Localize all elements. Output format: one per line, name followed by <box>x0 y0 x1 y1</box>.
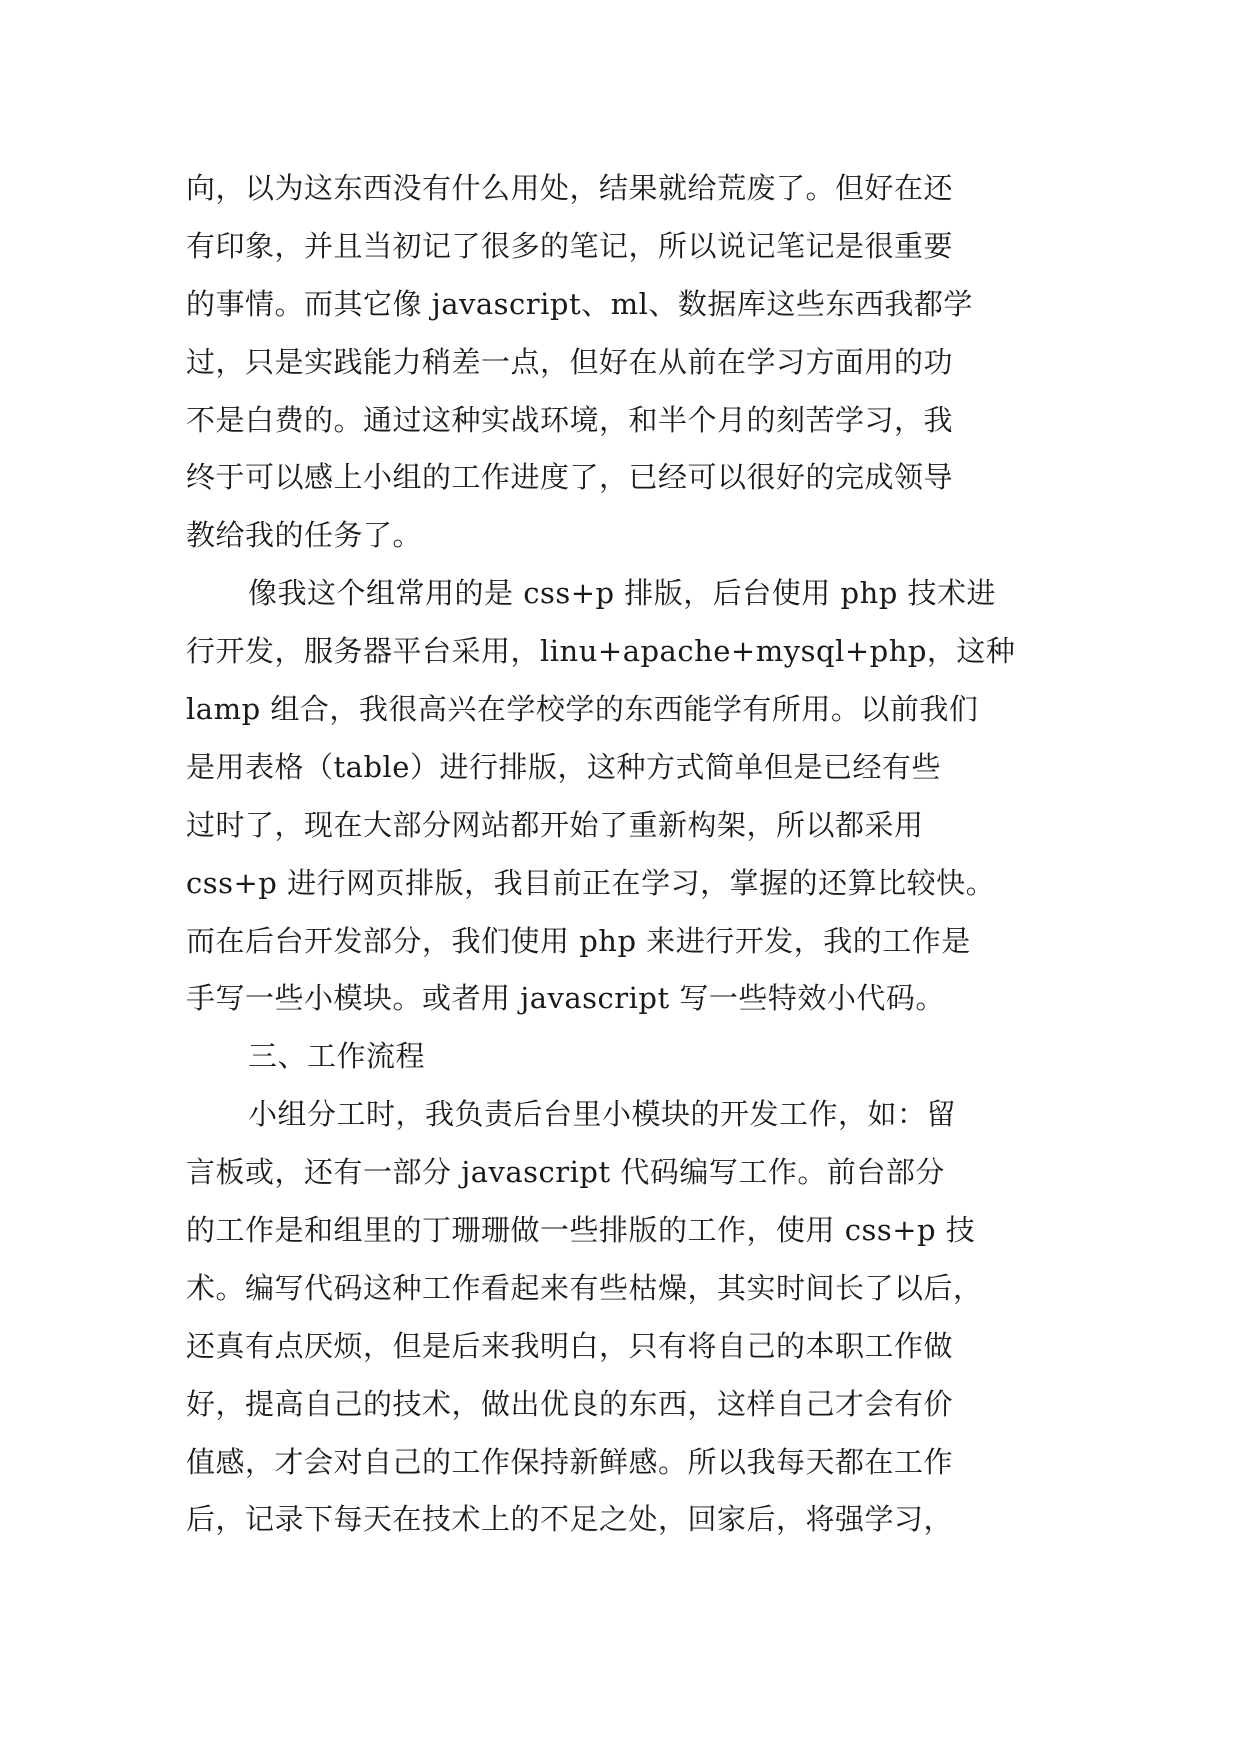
text-line: 不是白费的。通过这种实战环境，和半个月的刻苦学习，我 <box>186 402 954 437</box>
text-line: 的事情。而其它像 javascript、ml、数据库这些东西我都学 <box>186 286 973 321</box>
text-line: css+p 进行网页排版，我目前正在学习，掌握的还算比较快。 <box>186 865 996 900</box>
text-line: 教给我的任务了。 <box>186 518 423 553</box>
text-line: 是用表格（table）进行排版，这种方式简单但是已经有些 <box>186 749 941 784</box>
text-line: 像我这个组常用的是 css+p 排版，后台使用 php 技术进 <box>248 576 997 611</box>
document-body <box>186 160 1086 1549</box>
text-line: 的工作是和组里的丁珊珊做一些排版的工作，使用 css+p 技 <box>186 1213 976 1248</box>
text-line: 后，记录下每天在技术上的不足之处，回家后，将强学习， <box>186 1502 954 1537</box>
text-line: 行开发，服务器平台采用，linu+apache+mysql+php，这种 <box>186 634 1016 669</box>
text-line: 好，提高自己的技术，做出优良的东西，这样自己才会有价 <box>186 1386 954 1421</box>
text-line: 术。编写代码这种工作看起来有些枯燥，其实时间长了以后， <box>186 1270 983 1305</box>
text-line: lamp 组合，我很高兴在学校学的东西能学有所用。以前我们 <box>186 692 979 727</box>
text-line: 手写一些小模块。或者用 javascript 写一些特效小代码。 <box>186 981 945 1016</box>
text-line: 言板或，还有一部分 javascript 代码编写工作。前台部分 <box>186 1155 945 1190</box>
text-line: 向，以为这东西没有什么用处，结果就给荒废了。但好在还 <box>186 171 954 205</box>
text-line: 而在后台开发部分，我们使用 php 来进行开发，我的工作是 <box>186 923 971 958</box>
text-line: 过时了，现在大部分网站都开始了重新构架，所以都采用 <box>186 807 924 842</box>
section-heading: 三、工作流程 <box>248 1039 426 1074</box>
text-line: 小组分工时，我负责后台里小模块的开发工作，如：留 <box>248 1097 957 1132</box>
text-line: 还真有点厌烦，但是后来我明白，只有将自己的本职工作做 <box>186 1328 954 1363</box>
text-line: 值感，才会对自己的工作保持新鲜感。所以我每天都在工作 <box>186 1444 954 1479</box>
text-line: 有印象，并且当初记了很多的笔记，所以说记笔记是很重要 <box>186 228 954 263</box>
text-line: 过，只是实践能力稍差一点，但好在从前在学习方面用的功 <box>186 344 954 379</box>
text-line: 终于可以感上小组的工作进度了，已经可以很好的完成领导 <box>186 460 954 495</box>
